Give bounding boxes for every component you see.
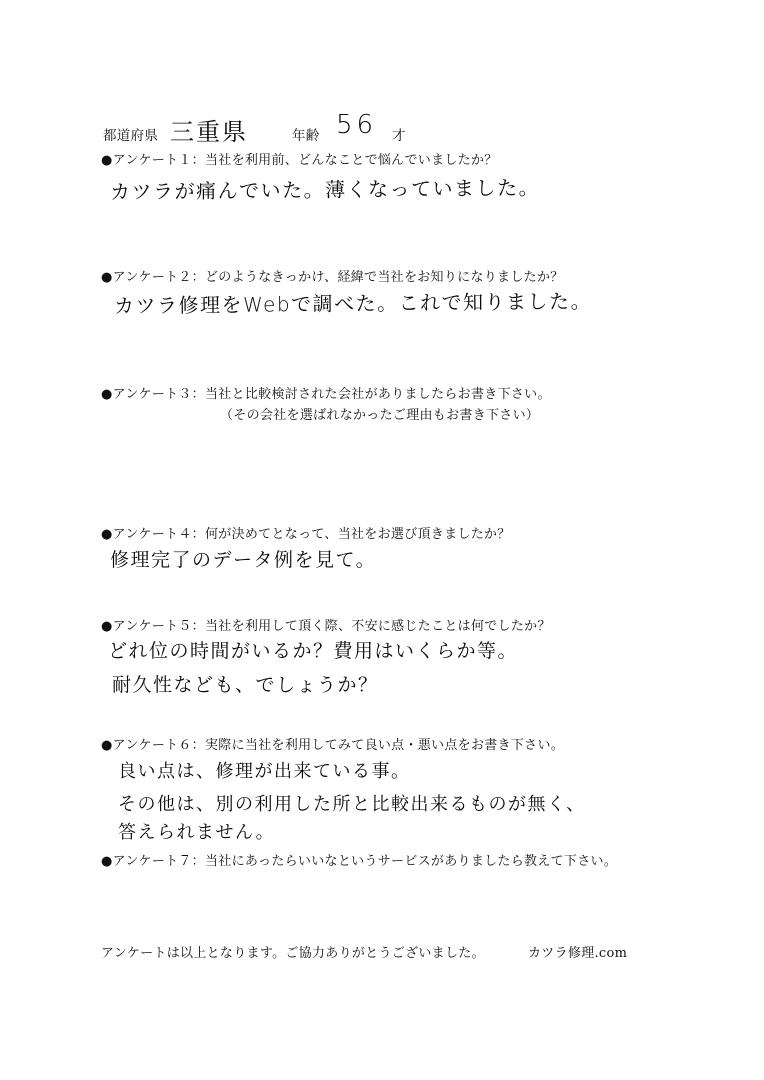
question-6-answer-line-2: その他は、別の利用した所と比較出来るものが無く、 (118, 794, 586, 815)
question-4-label: ●アンケート４：何が決めてとなって、当社をお選び頂きましたか？ (101, 527, 511, 542)
question-2-label: ●アンケート２：どのようなきっかけ、経緯で当社をお知りになりましたか？ (101, 270, 564, 285)
question-2-answer-line-1: カツラ修理をWebで調べた。これで知りました。 (113, 288, 593, 318)
question-6-label: ●アンケート６：実際に当社を利用してみて良い点・悪い点をお書き下さい。 (101, 738, 565, 753)
question-1-answer-line-1: カツラが痛んでいた。薄くなっていました。 (109, 175, 541, 204)
question-6-answer-line-3: 答えられません。 (118, 822, 276, 843)
question-7-label: ●アンケート７：当社にあったらいいなというサービスがありましたら教えて下さい。 (101, 854, 618, 869)
age-value: 56 (336, 110, 378, 140)
age-unit: 才 (392, 128, 406, 144)
age-label: 年齢 (292, 128, 320, 144)
question-3-label: ●アンケート３：当社と比較検討された会社がありましたらお書き下さい。 (101, 387, 551, 402)
prefecture-value: 三重県 (170, 118, 248, 146)
question-4-answer-line-1: 修理完了のデータ例を見て。 (110, 549, 377, 571)
question-5-answer-line-2: 耐久性なども、でしょうか？ (112, 674, 379, 696)
question-1-label: ●アンケート１：当社を利用前、どんなことで悩んでいましたか？ (101, 153, 498, 168)
footer-thanks: アンケートは以上となります。ご協力ありがとうございました。 (101, 946, 485, 961)
question-5-label: ●アンケート５：当社を利用して頂く際、不安に感じたことは何でしたか？ (101, 619, 551, 634)
question-6-answer-line-1: 良い点は、修理が出来ている事。 (118, 761, 411, 782)
question-5-answer-line-1: どれ位の時間がいるか？費用はいくらか等。 (108, 640, 519, 662)
question-3-sublabel: （その会社を選ばれなかったご理由もお書き下さい） (220, 408, 540, 423)
footer-brand: カツラ修理.com (528, 946, 628, 961)
prefecture-label: 都道府県 (103, 128, 159, 144)
